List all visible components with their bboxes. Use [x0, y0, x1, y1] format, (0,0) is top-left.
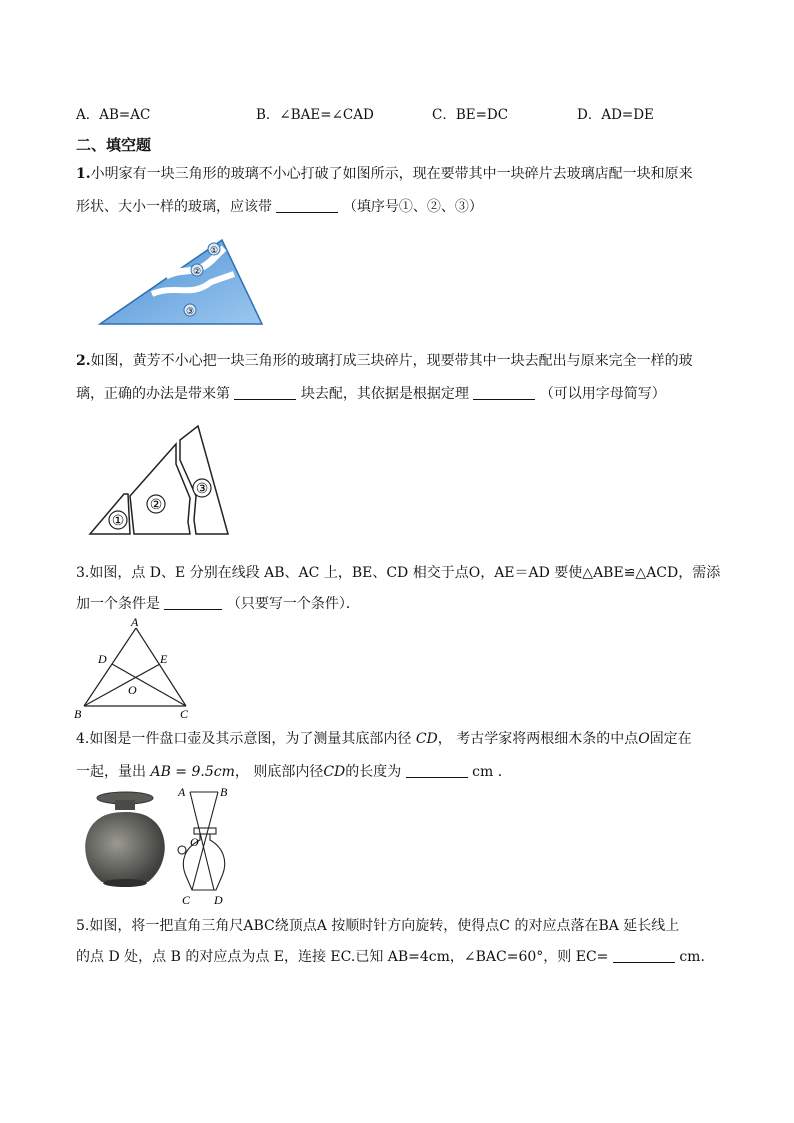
- section-title: 二、填空题: [76, 136, 152, 154]
- q2-answer-blank-1[interactable]: [234, 385, 296, 400]
- choice-d: D．AD=DE: [577, 107, 654, 123]
- q1-line2: [76, 196, 483, 216]
- q1-label-2: ②: [192, 266, 202, 276]
- q2-text1: 如图，黄芳不小心把一块三角形的玻璃打成三块碎片，现要带其中一块去配出与原来完全一样的玻: [90, 353, 693, 369]
- q4-label-b: B: [220, 785, 228, 799]
- q3-label-b: B: [74, 707, 82, 721]
- q2-line2: [76, 383, 666, 403]
- q4-text2d: cm ．: [472, 764, 512, 780]
- q5-line2: [76, 946, 705, 966]
- choice-b: B．∠BAE=∠CAD: [256, 107, 374, 123]
- q4-ab-equation: AB = 9.5cm: [150, 764, 235, 780]
- choice-c: C．BE=DC: [432, 107, 509, 123]
- q3-text2a: 加一个条件是: [76, 596, 160, 612]
- q5-text2b: cm.: [679, 949, 705, 965]
- q2-piece-2: [130, 444, 190, 534]
- q3-label-d: D: [98, 652, 107, 666]
- q4-label-d: D: [214, 893, 223, 907]
- q4-answer-blank[interactable]: [406, 763, 468, 778]
- q3-figure-triangle: [72, 612, 202, 722]
- q5-line1: 5.如图，将一把直角三角尺ABC绕顶点A 按顺时针方向旋转，使得点C 的对应点落在BA 延长线上: [76, 918, 680, 934]
- q1-label-1: ①: [209, 245, 219, 255]
- q1-text2b: （填序号①、②、③）: [342, 199, 483, 215]
- q4-line1: [76, 728, 692, 748]
- q4-o-symbol: O: [638, 731, 650, 747]
- q3-label-a: A: [131, 615, 139, 629]
- q4-schematic-figure: [170, 782, 240, 908]
- q3-label-o: O: [128, 683, 137, 697]
- q2-label-3: ③: [195, 482, 209, 497]
- q1-number: 1.: [76, 166, 91, 182]
- q3-line2: [76, 593, 360, 613]
- q1-text2a: 形状、大小一样的玻璃，应该带: [76, 199, 272, 215]
- q4-text1a: 4.如图是一件盘口壶及其示意图，为了测量其底部内径: [76, 731, 412, 747]
- q4-cd-symbol: CD: [415, 731, 438, 747]
- q2-text2c: （可以用字母简写）: [539, 386, 666, 402]
- q3-line1: 3.如图，点 D、E 分别在线段 AB、AC 上，BE、CD 相交于点O，AE＝AD 要使△ABE≌△ACD，需添: [76, 565, 721, 581]
- q2-text2a: 璃，正确的办法是带来第: [76, 386, 230, 402]
- q3-text2b: （只要写一个条件）．: [226, 596, 360, 612]
- q4-text2a: 一起，量出: [76, 764, 146, 780]
- q1-figure-glass-triangle: [96, 236, 266, 330]
- q4-cd-symbol-2: CD: [323, 764, 346, 780]
- q2-figure-broken-triangle: [84, 424, 234, 540]
- choice-a: A．AB=AC: [76, 107, 151, 123]
- q4-text2b: ， 则底部内径: [234, 764, 324, 780]
- q1-text1: 小明家有一块三角形的玻璃不小心打破了如图所示，现在要带其中一块碎片去玻璃店配一块和原来: [90, 166, 693, 182]
- q3-answer-blank[interactable]: [164, 595, 222, 610]
- q1-answer-blank[interactable]: [276, 198, 338, 213]
- q4-pot-photo: [80, 790, 170, 890]
- q1-triangle: [100, 240, 262, 324]
- q5-text2a: 的点 D 处，点 B 的对应点为点 E，连接 EC.已知 AB=4cm，∠BAC=60°，则 EC=: [76, 949, 609, 965]
- q1-line1: [76, 163, 693, 183]
- q3-label-e: E: [160, 652, 168, 666]
- q4-label-o: O: [190, 835, 199, 849]
- q5-answer-blank[interactable]: [613, 948, 675, 963]
- q2-number: 2.: [76, 353, 91, 369]
- q2-answer-blank-2[interactable]: [473, 385, 535, 400]
- q4-text1c: 固定在: [649, 731, 692, 747]
- q4-line2: [76, 761, 512, 781]
- q2-text2b: 块去配，其依据是根据定理: [300, 386, 469, 402]
- q4-label-a: A: [178, 785, 186, 799]
- q2-line1: [76, 350, 693, 370]
- q2-label-1: ①: [111, 514, 125, 529]
- q3-label-c: C: [180, 707, 189, 721]
- q4-label-c: C: [182, 893, 191, 907]
- q4-text1b: ， 考古学家将两根细木条的中点: [437, 731, 639, 747]
- q1-label-3: ③: [185, 306, 195, 316]
- q2-label-2: ②: [149, 498, 163, 513]
- q4-text2c: 的长度为: [345, 764, 402, 780]
